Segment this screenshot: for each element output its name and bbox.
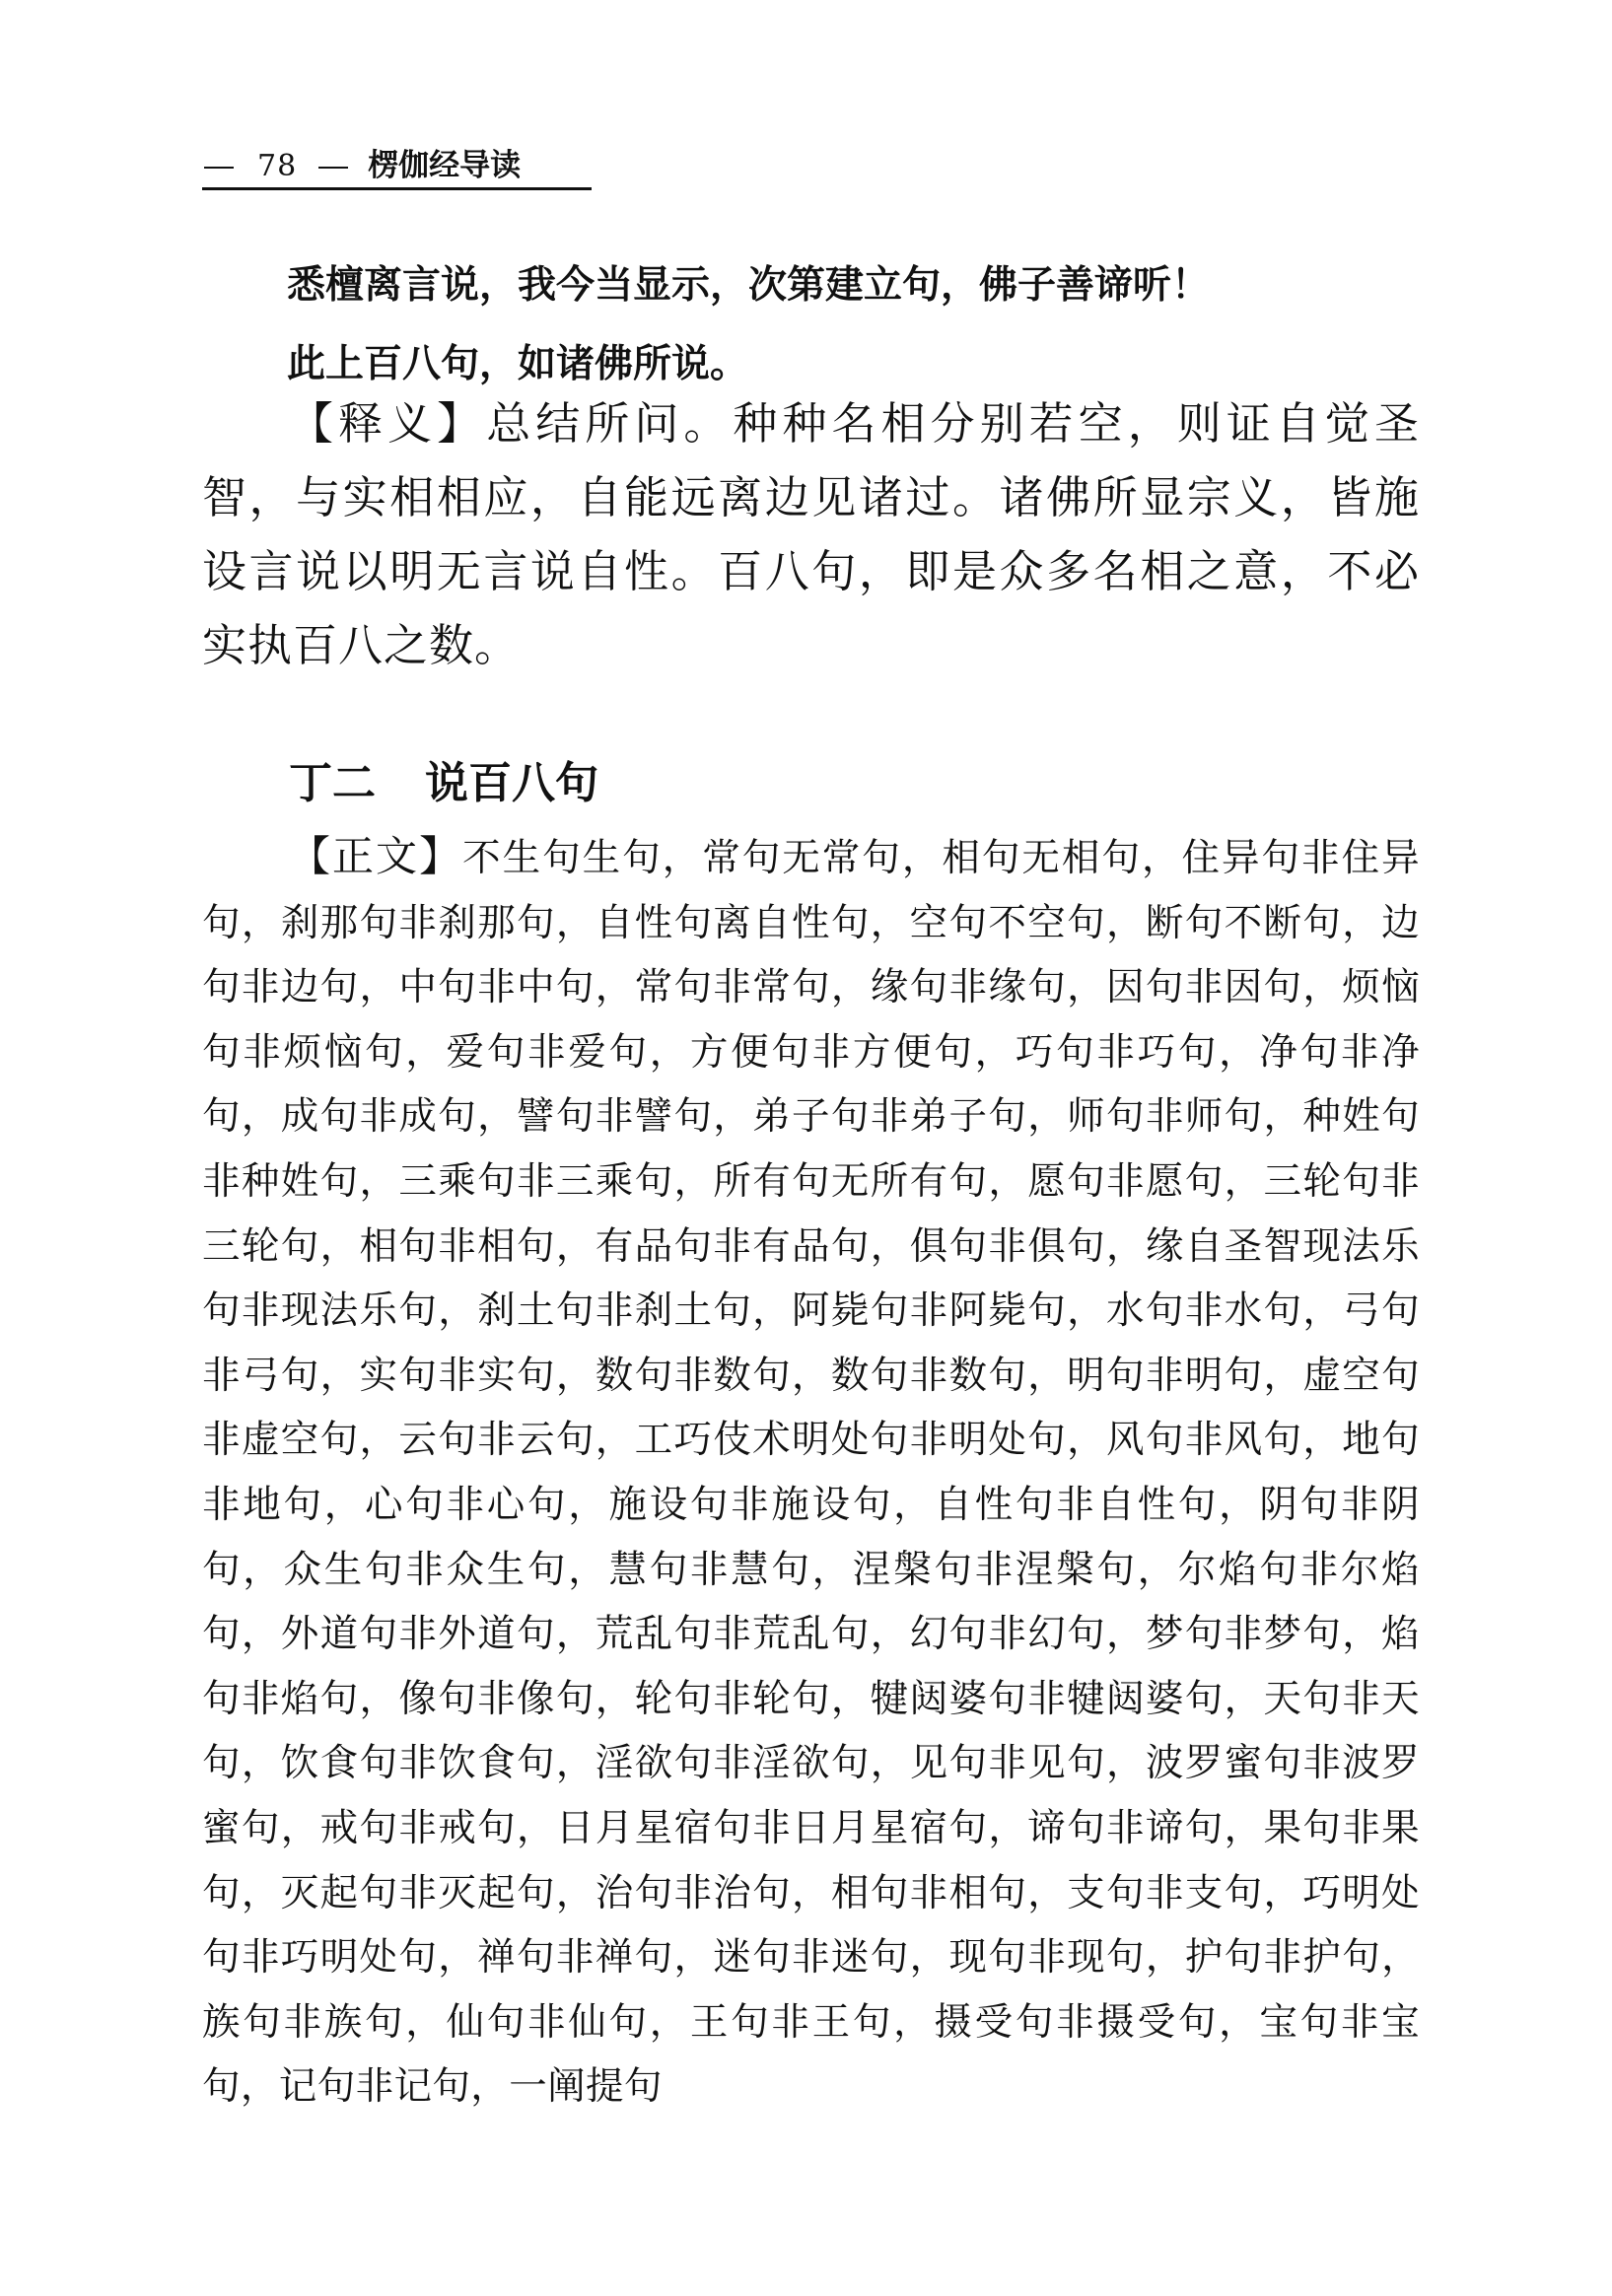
explanation-tag: 【释义】 (289, 397, 487, 450)
running-header (204, 143, 589, 188)
explanation-paragraph (202, 386, 1420, 682)
section-number: 丁二 (289, 758, 376, 808)
verse-block (202, 246, 1420, 404)
main-text-body: 不生句生句，常句无常句，相句无相句，住异句非住异句，刹那句非刹那句，自性句离自性句，空句不空句，断句不断句，边句非边句，中句非中句，常句非常句，缘句非缘句，因句非因句，烦恼句非烦恼句，爱句非爱句，方便句非方便句，巧句非巧句，净句非净句，成句非成句，譬句非譬句，弟子句非弟子句，师句非师句，种姓句非种姓句，三乘句非三乘句，所有句无所有句，愿句非愿句，三轮句非三轮句，相句非相句，有品句非有品句，俱句非俱句，缘自圣智现法乐句非现法乐句，刹土句非刹土句，阿毙句非阿毙句，水句非水句，弓句非弓句，实句非实句，数句非数句，数句非数句，明句非明句，虚空句非虚空句，云句非云句，工巧伎术明处句非明处句，风句非风句，地句非地句，心句非心句，施设句非施设句，自性句非自性句，阴句非阴句，众生句非众生句，慧句非慧句，涅槃句非涅槃句，尔焰句非尔焰句，外道句非外道句，荒乱句非荒乱句，幻句非幻句，梦句非梦句，焰句非焰句，像句非像句，轮句非轮句，犍闼婆句非犍闼婆句，天句非天句，饮食句非饮食句，淫欲句非淫欲句，见句非见句，波罗蜜句非波罗蜜句，戒句非戒句，日月星宿句非日月星宿句，谛句非谛句，果句非果句，灭起句非灭起句，治句非治句，相句非相句，支句非支句，巧明处句非巧明处句，禅句非禅句，迷句非迷句，现句非现句，护句非护句，族句非族句，仙句非仙句，王句非王句，摄受句非摄受句，宝句非宝句，记句非记句，一阐提句 (202, 836, 1420, 2110)
page-number: 78 (257, 149, 298, 183)
section-title: 说百八句 (425, 758, 598, 808)
verse-line-2: 此上百八句，如诸佛所说。 (287, 342, 749, 386)
book-title: 楞伽经导读 (368, 148, 522, 183)
explanation-text: 总结所问。种种名相分别若空，则证自觉圣智，与实相相应，自能远离边见诸过。诸佛所显宗义，皆施设言说以明无言说自性。百八句，即是众多名相之意，不必实执百八之数。 (202, 397, 1420, 671)
verse-line-1: 悉檀离言说，我今当显示，次第建立句，佛子善谛听！ (287, 263, 1211, 308)
section-heading (202, 749, 1507, 818)
main-text-tag: 【正文】 (289, 832, 463, 880)
header-dash-right (318, 144, 354, 189)
header-underline (202, 187, 592, 190)
main-text-paragraph (202, 824, 1420, 2120)
header-dash-left (204, 144, 240, 189)
